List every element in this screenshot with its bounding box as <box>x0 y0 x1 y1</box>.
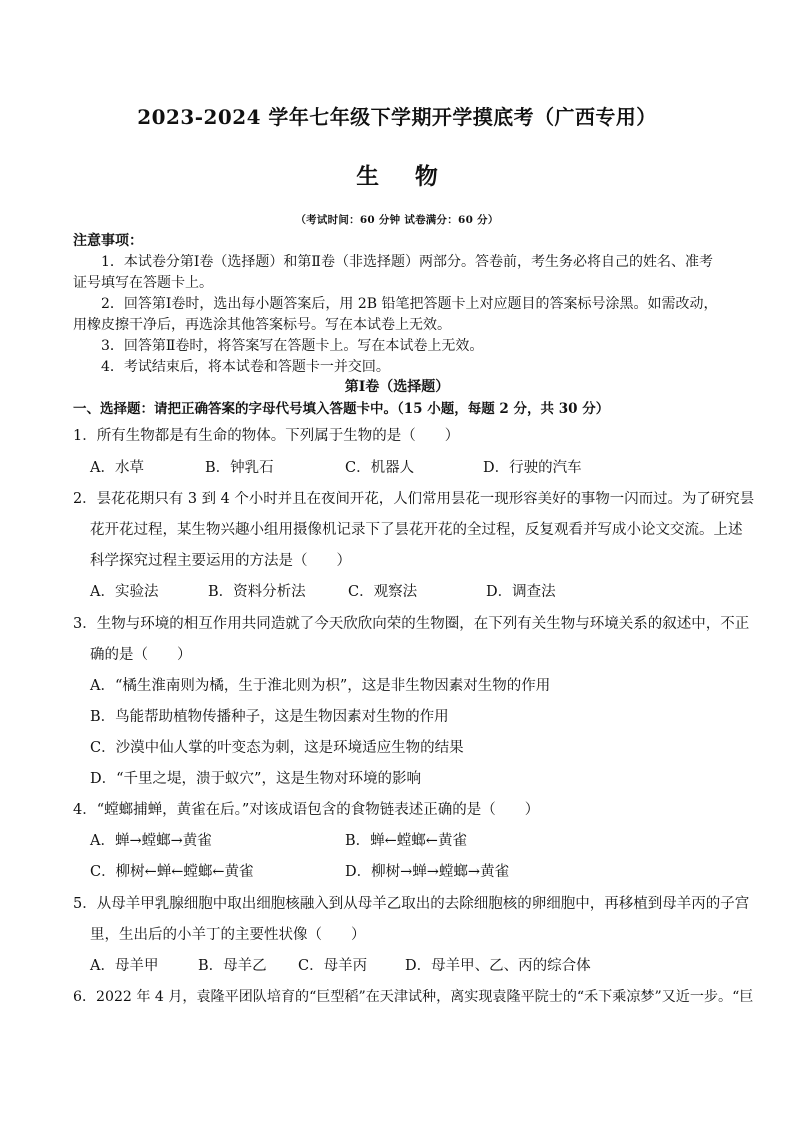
question-5-stem: 里，生出后的小羊丁的主要性状像（ ） <box>90 927 366 943</box>
question-3-stem: 确的是（ ） <box>90 647 192 663</box>
question-1-option-d: D．行驶的汽车 <box>483 460 582 476</box>
question-3-option-d: D．“千里之堤，溃于蚁穴”，这是生物对环境的影响 <box>90 771 421 787</box>
notice-line: 3．回答第Ⅱ卷时，将答案写在答题卡上。写在本试卷上无效。 <box>101 338 484 354</box>
question-2-option-c: C．观察法 <box>348 584 418 600</box>
exam-info: （考试时间：60 分钟 试卷满分：60 分） <box>295 214 499 226</box>
question-2-option-d: D．调查法 <box>486 584 556 600</box>
exam-title: 2023-2024 学年七年级下学期开学摸底考（广西专用） <box>137 105 657 129</box>
question-4-option-a: A．蝉→螳螂→黄雀 <box>90 833 212 849</box>
notice-heading: 注意事项： <box>73 233 143 249</box>
question-4-option-b: B．蝉←螳螂←黄雀 <box>345 833 467 849</box>
question-1-option-a: A．水草 <box>90 460 144 476</box>
notice-line: 4．考试结束后，将本试卷和答题卡一并交回。 <box>101 359 390 375</box>
question-5-option-c: C．母羊丙 <box>298 958 368 974</box>
question-2-option-b: B．资料分析法 <box>208 584 306 600</box>
question-2-stem: 2．昙花花期只有 3 到 4 个小时并且在夜间开花，人们常用昙花一现形容美好的事物一闪而过。为了研究昙 <box>73 491 755 507</box>
question-3-stem: 3．生物与环境的相互作用共同造就了今天欣欣向荣的生物圈，在下列有关生物与环境关系的叙述中，不正 <box>73 616 750 632</box>
question-6-stem: 6．2022 年 4 月，袁隆平团队培育的“巨型稻”在天津试种，离实现袁隆平院士的“禾下乘凉梦”又近一步。“巨 <box>73 989 754 1005</box>
question-1-option-b: B．钟乳石 <box>205 460 274 476</box>
question-1-option-c: C．机器人 <box>345 460 415 476</box>
question-3-option-a: A．“橘生淮南则为橘，生于淮北则为枳”，这是非生物因素对生物的作用 <box>90 678 551 694</box>
question-5-option-a: A．母羊甲 <box>90 958 159 974</box>
question-5-option-d: D．母羊甲、乙、丙的综合体 <box>405 958 591 974</box>
question-4-option-c: C．柳树←蝉←螳螂←黄雀 <box>90 864 254 880</box>
question-5-stem: 5．从母羊甲乳腺细胞中取出细胞核融入到从母羊乙取出的去除细胞核的卵细胞中，再移植到母羊丙的子宫 <box>73 896 750 912</box>
question-5-option-b: B．母羊乙 <box>198 958 267 974</box>
notice-line: 1．本试卷分第Ⅰ卷（选择题）和第Ⅱ卷（非选择题）两部分。答卷前，考生务必将自己的姓名、准考 <box>101 254 713 270</box>
notice-line: 2．回答第Ⅰ卷时，选出每小题答案后，用 2B 铅笔把答题卡上对应题目的答案标号涂黑。如需改动， <box>101 296 718 312</box>
subject-title: 生 物 <box>356 164 452 190</box>
question-3-option-b: B．鸟能帮助植物传播种子，这是生物因素对生物的作用 <box>90 709 449 725</box>
question-4-stem: 4．“螳螂捕蝉，黄雀在后。”对该成语包含的食物链表述正确的是（ ） <box>73 802 540 818</box>
section-instruction: 一、选择题：请把正确答案的字母代号填入答题卡中。（15 小题，每题 2 分，共 30 分） <box>73 401 610 417</box>
notice-line: 用橡皮擦干净后，再选涂其他答案标号。写在本试卷上无效。 <box>73 317 451 333</box>
question-2-stem: 科学探究过程主要运用的方法是（ ） <box>90 553 351 569</box>
section-title: 第Ⅰ卷（选择题） <box>344 379 450 395</box>
question-2-stem: 花开花过程，某生物兴趣小组用摄像机记录下了昙花开花的全过程，反复观看并写成小论文交流。上述 <box>90 522 743 538</box>
question-3-option-c: C．沙漠中仙人掌的叶变态为刺，这是环境适应生物的结果 <box>90 740 464 756</box>
question-1-stem: 1．所有生物都是有生命的物体。下列属于生物的是（ ） <box>73 428 460 444</box>
question-2-option-a: A．实验法 <box>90 584 159 600</box>
notice-line: 证号填写在答题卡上。 <box>73 275 213 291</box>
question-4-option-d: D．柳树→蝉→螳螂→黄雀 <box>345 864 510 880</box>
